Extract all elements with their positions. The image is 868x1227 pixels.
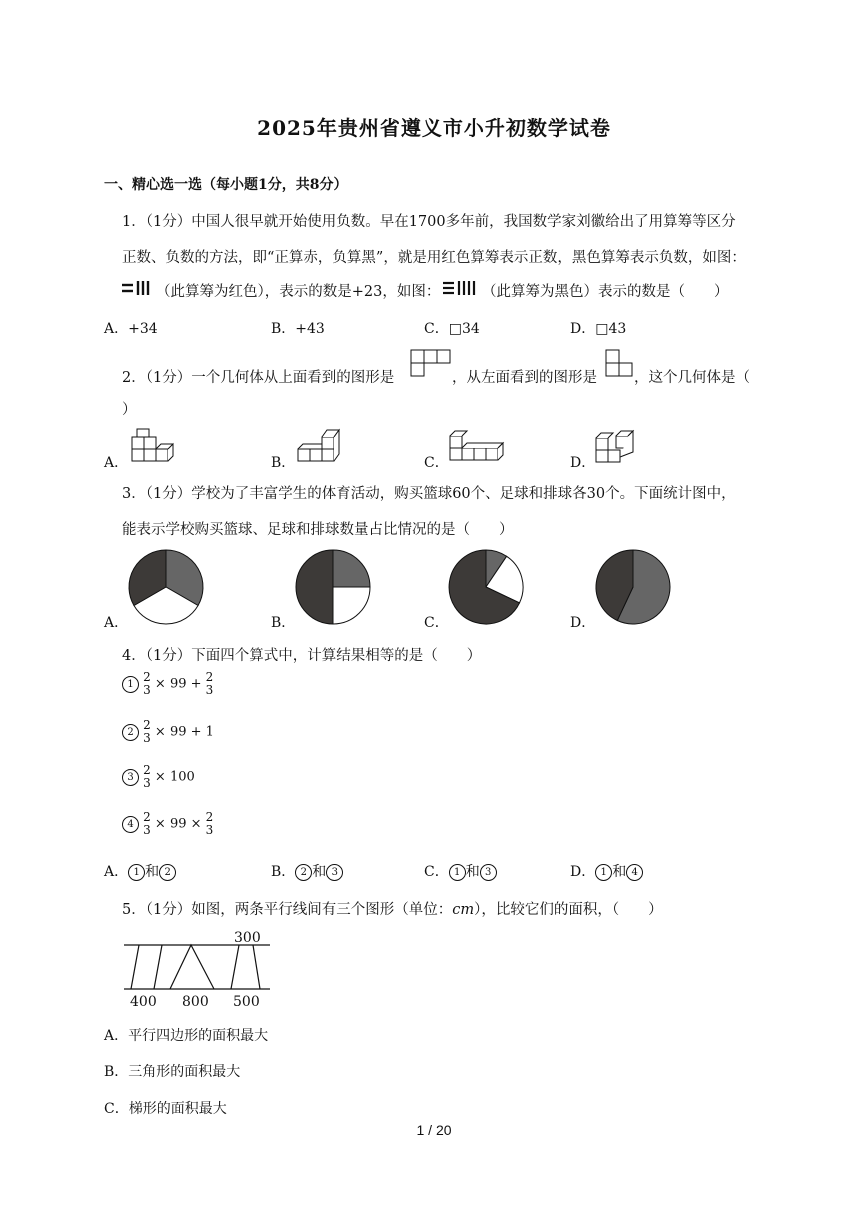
q2-line1b: ，从左面看到的图形是 — [452, 370, 597, 386]
q4-expression-2 — [122, 719, 214, 745]
fig-label-top: 300 — [234, 930, 261, 946]
q1-option-b: B．+43 — [271, 321, 325, 337]
expression-text: × 99 + 1 — [154, 724, 214, 740]
q3-option-c-label: C． — [424, 615, 449, 631]
circled-number: 4 — [122, 816, 139, 833]
fraction: 2 3 — [143, 718, 151, 745]
circled-number: 4 — [626, 864, 643, 881]
circled-number: 2 — [159, 864, 176, 881]
fig-label-bottom-2: 800 — [182, 994, 209, 1010]
q3-line2: 能表示学校购买篮球、足球和排球数量占比情况的是（ ） — [122, 522, 514, 538]
q1-option-d: D．□43 — [570, 321, 627, 337]
circled-number: 2 — [122, 724, 139, 741]
black-counting-rods-icon — [442, 279, 480, 297]
q2-option-c-label: C． — [424, 455, 449, 471]
q5-option-c: C．梯形的面积最大 — [104, 1101, 227, 1117]
q4-expression-3 — [122, 764, 195, 790]
left-view-figure — [605, 349, 635, 381]
q2-option-c-solid — [448, 428, 506, 464]
section-heading: 一、精心选一选（每小题1分，共8分） — [104, 177, 348, 193]
q1-line3b: （此算筹为黑色）表示的数是（ ） — [482, 284, 729, 300]
q4-option-c: C． 1 和 3 — [424, 861, 497, 881]
unit-text: cm — [452, 902, 475, 918]
q3-option-b-pie — [295, 549, 373, 627]
q3-option-a-label: A． — [104, 615, 129, 631]
fraction: 2 3 — [205, 670, 214, 697]
q2-line1c: ，这个几何体是（ — [634, 370, 750, 386]
q4-option-b: B． 2 和 3 — [271, 861, 343, 881]
q1-option-c: C．□34 — [424, 321, 480, 337]
circled-number: 1 — [449, 864, 466, 881]
q1-line2: 正数、负数的方法，即“正算赤，负算黑”，就是用红色算筹表示正数，黑色算筹表示负数，如图： — [122, 250, 746, 266]
q2-line1a: 2．（1分）一个几何体从上面看到的图形是 — [122, 370, 395, 386]
fraction: 2 3 — [205, 810, 214, 837]
q3-option-d-pie — [595, 549, 673, 627]
q1-line3a: （此算筹为红色），表示的数是+23，如图： — [156, 284, 441, 300]
q4-expression-4 — [122, 811, 213, 837]
circled-number: 3 — [122, 769, 139, 786]
fig-label-bottom-1: 400 — [130, 994, 157, 1010]
q4-line1: 4．（1分）下面四个算式中，计算结果相等的是（ ） — [122, 648, 482, 664]
q3-option-b-label: B． — [271, 615, 296, 631]
circled-number: 2 — [295, 864, 312, 881]
q5-option-a: A．平行四边形的面积最大 — [104, 1028, 269, 1044]
q2-option-d-label: D． — [570, 455, 596, 471]
q1-option-a: A．+34 — [104, 321, 158, 337]
q4-option-a: A． 1 和 2 — [104, 861, 176, 881]
q3-line1: 3．（1分）学校为了丰富学生的体育活动，购买篮球60个、足球和排球各30个。下面统计图中， — [122, 486, 736, 502]
q2-option-d-solid — [594, 430, 638, 466]
red-counting-rods-icon — [121, 279, 155, 297]
circled-number: 3 — [480, 864, 497, 881]
q2-option-b-solid — [296, 425, 348, 463]
page-title: 2025年贵州省遵义市小升初数学试卷 — [257, 116, 611, 140]
q2-option-a-solid — [130, 425, 180, 463]
fraction: 2 3 — [143, 670, 151, 697]
q2-option-a-label: A． — [104, 455, 129, 471]
q3-option-c-pie — [448, 549, 526, 627]
expression-text: × 99 × — [154, 816, 202, 832]
circled-number: 1 — [128, 864, 145, 881]
circled-number: 3 — [326, 864, 343, 881]
q3-option-d-label: D． — [570, 615, 596, 631]
q3-option-a-pie — [128, 549, 206, 627]
q1-line1: 1．（1分）中国人很早就开始使用负数。早在1700多年前，我国数学家刘徽给出了用算筹等区分 — [122, 214, 736, 230]
circled-number: 1 — [595, 864, 612, 881]
parallel-lines-figure — [122, 928, 274, 1012]
fraction: 2 3 — [143, 763, 151, 790]
q5-line1: 5．（1分）如图，两条平行线间有三个图形（单位：cm），比较它们的面积，（ ） — [122, 902, 663, 918]
q2-line2: ） — [122, 402, 137, 418]
page-number: 1 / 20 — [416, 1122, 452, 1138]
expression-text: × 99 + — [154, 676, 202, 692]
fig-label-bottom-3: 500 — [233, 994, 260, 1010]
q4-option-d: D． 1 和 4 — [570, 861, 643, 881]
q2-option-b-label: B． — [271, 455, 296, 471]
fraction: 2 3 — [143, 810, 151, 837]
q5-option-b: B．三角形的面积最大 — [104, 1064, 241, 1080]
circled-number: 1 — [122, 676, 139, 693]
q4-expression-1 — [122, 671, 213, 697]
expression-text: × 100 — [154, 769, 195, 785]
top-view-figure — [410, 349, 452, 381]
